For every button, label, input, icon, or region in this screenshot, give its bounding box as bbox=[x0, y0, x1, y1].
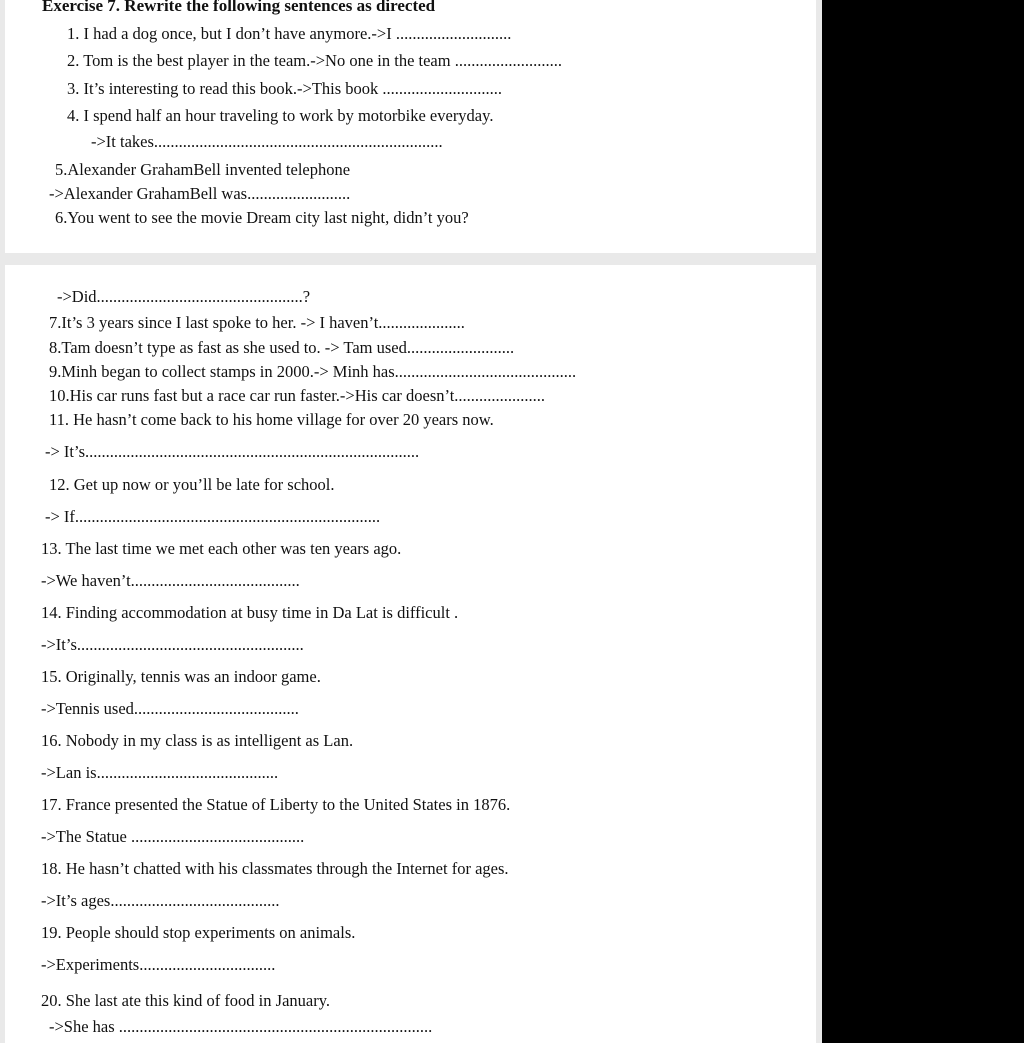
worksheet-top-panel bbox=[5, 0, 816, 253]
answer-line: ->Did..................................................? bbox=[57, 287, 311, 306]
exercise-line: 11. He hasn’t come back to his home village for over 20 years now. bbox=[49, 410, 494, 429]
answer-line: -> If.......................................................................... bbox=[45, 507, 381, 526]
exercise-line: 14. Finding accommodation at busy time in Da Lat is difficult . bbox=[41, 603, 459, 622]
exercise-line: 8.Tam doesn’t type as fast as she used to. -> Tam used.......................... bbox=[49, 338, 515, 357]
exercise-line: 13. The last time we met each other was ten years ago. bbox=[41, 539, 402, 558]
answer-line: ->She has ............................................................................ bbox=[49, 1017, 433, 1036]
exercise-line: 15. Originally, tennis was an indoor game. bbox=[41, 667, 321, 686]
exercise-line: 12. Get up now or you’ll be late for school. bbox=[49, 475, 335, 494]
exercise-line: 3. It’s interesting to read this book.->This book ............................. bbox=[67, 79, 503, 98]
exercise-line: 10.His car runs fast but a race car run faster.->His car doesn’t...................... bbox=[49, 386, 546, 405]
exercise-line: 16. Nobody in my class is as intelligent as Lan. bbox=[41, 731, 354, 750]
exercise-line: 9.Minh began to collect stamps in 2000.-> Minh has............................................ bbox=[49, 362, 577, 381]
answer-line: ->It’s....................................................... bbox=[41, 635, 304, 654]
exercise-title: Exercise 7. Rewrite the following sentences as directed bbox=[42, 0, 436, 15]
answer-line: ->It takes...................................................................... bbox=[91, 132, 443, 151]
answer-line: ->It’s ages......................................... bbox=[41, 891, 280, 910]
answer-line: ->Experiments................................. bbox=[41, 955, 276, 974]
exercise-line: 5.Alexander GrahamBell invented telephone bbox=[55, 160, 351, 179]
answer-line: ->Alexander GrahamBell was......................... bbox=[49, 184, 351, 203]
answer-line: ->Lan is............................................ bbox=[41, 763, 279, 782]
exercise-line: 1. I had a dog once, but I don’t have anymore.->I ............................ bbox=[67, 24, 512, 43]
answer-line: -> It’s................................................................................. bbox=[45, 442, 420, 461]
answer-line: ->The Statue .......................................... bbox=[41, 827, 305, 846]
worksheet-bottom-panel bbox=[5, 265, 816, 1043]
exercise-line: 18. He hasn’t chatted with his classmates through the Internet for ages. bbox=[41, 859, 509, 878]
exercise-line: 4. I spend half an hour traveling to work by motorbike everyday. bbox=[67, 106, 494, 125]
exercise-line: 17. France presented the Statue of Liberty to the United States in 1876. bbox=[41, 795, 511, 814]
answer-line: ->We haven’t......................................... bbox=[41, 571, 300, 590]
exercise-line: 6.You went to see the movie Dream city last night, didn’t you? bbox=[55, 208, 469, 227]
exercise-line: 20. She last ate this kind of food in January. bbox=[41, 991, 331, 1010]
exercise-line: 19. People should stop experiments on animals. bbox=[41, 923, 356, 942]
exercise-line: 2. Tom is the best player in the team.->No one in the team .......................... bbox=[67, 51, 562, 70]
answer-line: ->Tennis used........................................ bbox=[41, 699, 299, 718]
exercise-line: 7.It’s 3 years since I last spoke to her. -> I haven’t..................... bbox=[49, 313, 465, 332]
